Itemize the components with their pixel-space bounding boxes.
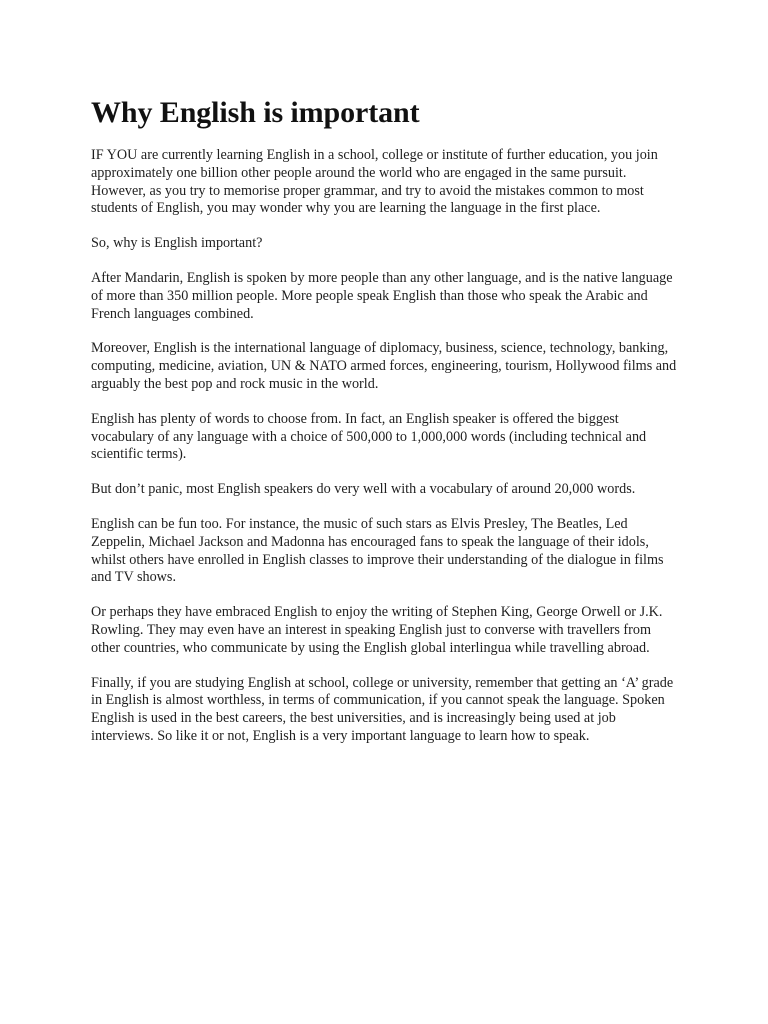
paragraph-finally: Finally, if you are studying English at school, college or university, remember that getting an ‘A’ grade in English is almost worthless, in terms of communication, if you cannot speak the language. Spoken English is used in the best careers, the best universities, and is increasingly being used at job interviews. So like it or not, English is a very important language to learn how to speak.: [91, 674, 674, 744]
paragraph-writers: Or perhaps they have embraced English to enjoy the writing of Stephen King, George Orwell or J.K. Rowling. They may even have an interest in speaking English just to converse with travellers from other countries, who communicate by using the English global interlingua while travelling abroad.: [91, 604, 663, 656]
paragraph-vocabulary: English has plenty of words to choose from. In fact, an English speaker is offered the biggest vocabulary of any language with a choice of 500,000 to 1,000,000 words (including technical and scientific terms).: [91, 410, 647, 463]
paragraph-speakers: After Mandarin, English is spoken by more people than any other language, and is the native language of more than 350 million people. More people speak English than those who speak the Arabic and French languages combined.: [91, 269, 673, 322]
document-body: [91, 96, 681, 763]
paragraph-question: So, why is English important?: [91, 235, 263, 252]
paragraph-dont-panic: But don’t panic, most English speakers do very well with a vocabulary of around 20,000 words.: [91, 481, 636, 498]
paragraph-international: Moreover, English is the international language of diplomacy, business, science, technology, banking, computing, medicine, aviation, UN & NATO armed forces, engineering, tourism, Hollywood films and arguably the best pop and rock music in the world.: [91, 340, 677, 392]
document-title: Why English is important: [91, 96, 420, 129]
paragraph-fun: English can be fun too. For instance, the music of such stars as Elvis Presley, The Beatles, Led Zeppelin, Michael Jackson and Madonna has encouraged fans to speak the language of their idols, whilst others have enrolled in English classes to improve their understanding of the dialogue in films and TV shows.: [91, 515, 664, 586]
paragraph-intro: IF YOU are currently learning English in a school, college or institute of further education, you join approximately one billion other people around the world who are engaged in the same pursuit. However, as you try to memorise proper grammar, and try to avoid the mistakes common to most students of English, you may wonder why you are learning the language in the first place.: [91, 147, 658, 217]
